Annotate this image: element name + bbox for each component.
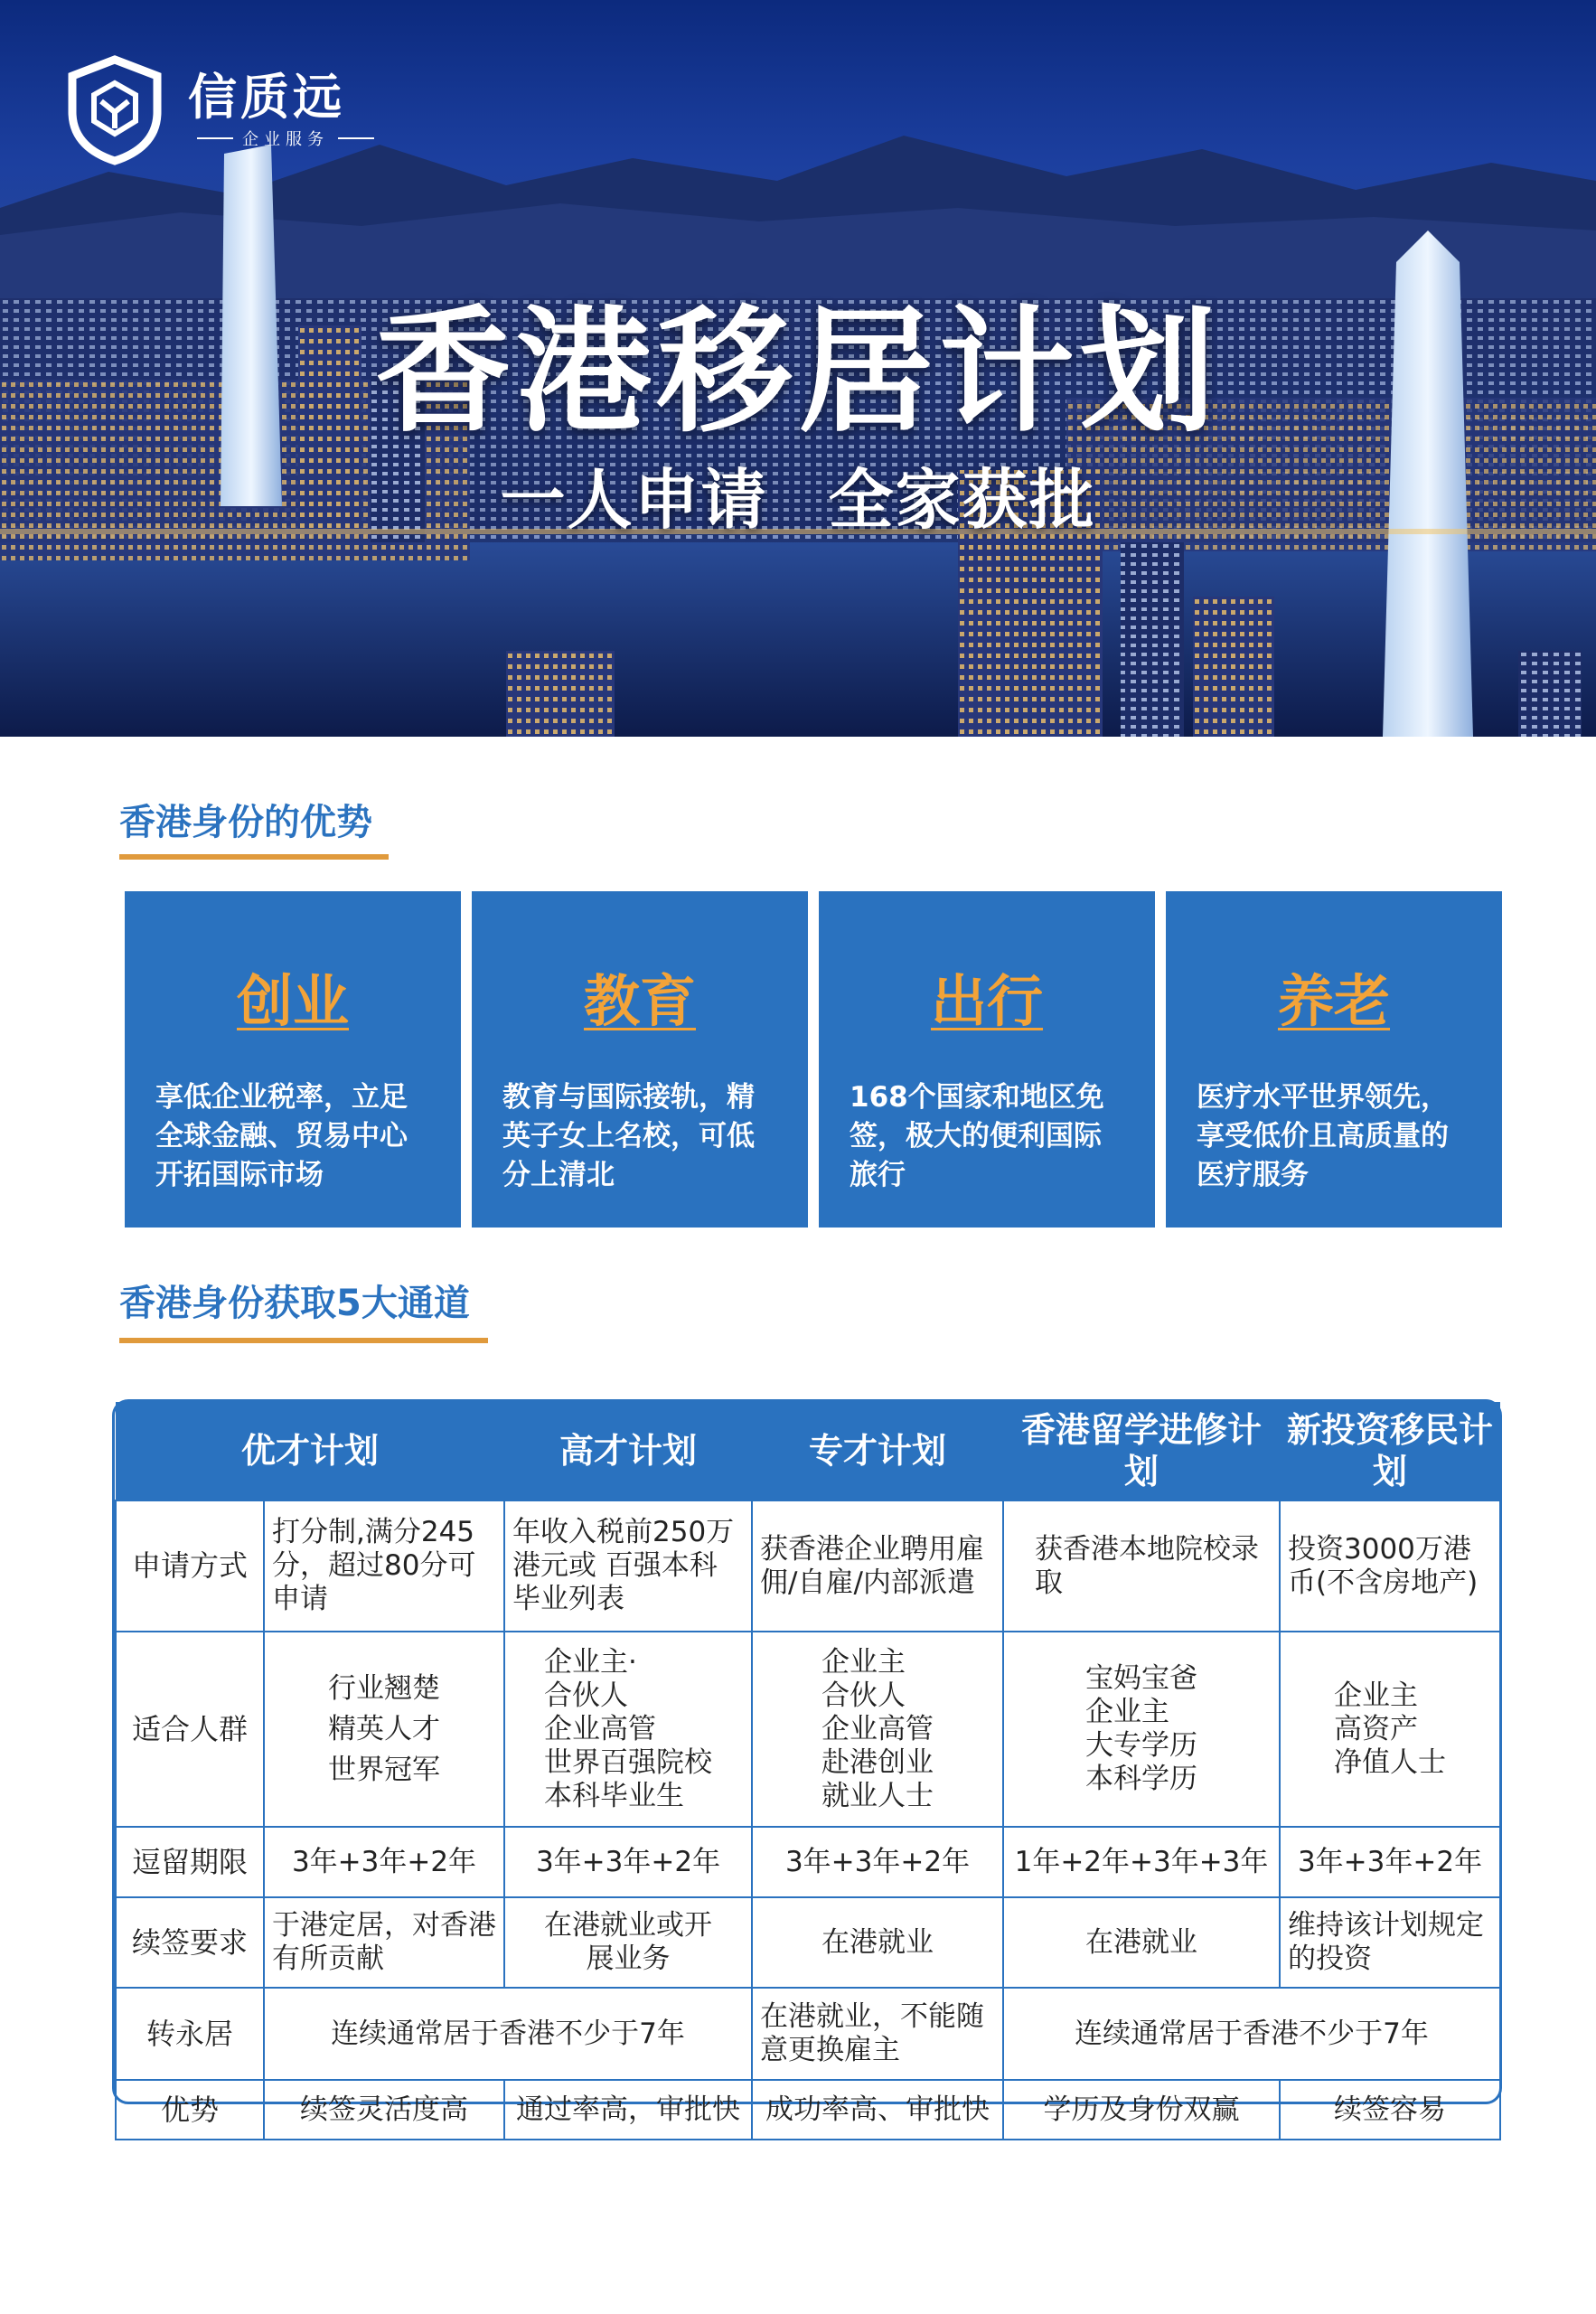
table-cell: 在港就业 — [1003, 1897, 1280, 1988]
table-cell: 学历及身份双赢 — [1003, 2080, 1280, 2140]
table-row — [116, 1827, 1500, 1897]
row-label: 优势 — [116, 2080, 264, 2140]
advantage-cards — [125, 891, 1502, 1228]
channels-table — [112, 1399, 1502, 2127]
list-item: 企业主 — [1334, 1679, 1419, 1712]
table-row — [116, 1500, 1500, 1632]
list-item: 大专学历 — [1085, 1729, 1198, 1762]
list-item: 高资产 — [1334, 1712, 1419, 1745]
list-item: 世界百强院校 — [544, 1745, 713, 1779]
page-title: 香港移居计划 — [374, 294, 1221, 451]
list-item: 就业人士 — [821, 1779, 934, 1812]
table-row — [116, 1897, 1500, 1988]
table-cell: 投资3000万港币(不含房地产) — [1280, 1500, 1500, 1632]
table-row — [116, 1988, 1500, 2080]
table-cell — [1003, 1632, 1280, 1827]
list-item: 世界冠军 — [328, 1753, 440, 1786]
advantage-card-education — [472, 891, 808, 1228]
list-item: 精英人才 — [328, 1712, 440, 1745]
advantages-heading-underline — [119, 854, 389, 860]
advantages-heading: 香港身份的优势 — [119, 802, 372, 843]
row-label: 续签要求 — [116, 1897, 264, 1988]
table-cell: 打分制,满分245分，超过80分可申请 — [264, 1500, 504, 1632]
list-item: 企业主 — [1085, 1696, 1170, 1728]
table-cell: 于港定居，对香港有所贡献 — [264, 1897, 504, 1988]
table-cell: 续签容易 — [1280, 2080, 1500, 2140]
list-item: 企业主 — [821, 1645, 906, 1679]
table-cell: 维持该计划规定的投资 — [1280, 1897, 1500, 1988]
card-title: 教育 — [583, 968, 696, 1034]
list-item: 净值人士 — [1334, 1745, 1447, 1779]
brand-logo — [65, 56, 383, 165]
table-cell: 3年+3年+2年 — [1280, 1827, 1500, 1897]
table-cell: 年收入税前250万港元或 百强本科毕业列表 — [504, 1500, 752, 1632]
logo-name: 信质远 — [188, 69, 345, 126]
shield-logo-icon — [65, 56, 164, 165]
row-label: 逗留期限 — [116, 1827, 264, 1897]
hero-banner — [0, 0, 1596, 737]
list-item: 企业主· — [544, 1645, 637, 1679]
card-text: 168个国家和地区免签，极大的便利国际旅行 — [850, 1081, 1104, 1191]
table-cell — [504, 1632, 752, 1827]
table-cell: 1年+2年+3年+3年 — [1003, 1827, 1280, 1897]
table-cell: 通过率高，审批快 — [504, 2080, 752, 2140]
channels-heading-underline — [119, 1338, 488, 1343]
logo-subtitle: 企业服务 — [242, 130, 329, 149]
table-cell: 3年+3年+2年 — [504, 1827, 752, 1897]
table-cell: 连续通常居于香港不少于7年 — [1003, 1988, 1500, 2080]
column-header: 专才计划 — [752, 1402, 1003, 1500]
list-item: 合伙人 — [544, 1679, 629, 1712]
table-cell: 连续通常居于香港不少于7年 — [264, 1988, 752, 2080]
table-cell: 3年+3年+2年 — [264, 1827, 504, 1897]
list-item: 企业高管 — [821, 1712, 934, 1745]
column-header: 新投资移民计划 — [1280, 1402, 1500, 1500]
list-item: 本科毕业生 — [544, 1779, 685, 1812]
column-header: 优才计划 — [116, 1402, 504, 1500]
table-cell — [752, 1632, 1003, 1827]
column-header: 香港留学进修计划 — [1003, 1402, 1280, 1500]
card-title: 养老 — [1277, 968, 1390, 1034]
row-label: 申请方式 — [116, 1500, 264, 1632]
page-subtitle: 一人申请 全家获批 — [500, 462, 1096, 538]
column-header: 高才计划 — [504, 1402, 752, 1500]
list-item: 本科学历 — [1085, 1763, 1198, 1795]
table-cell: 续签灵活度高 — [264, 2080, 504, 2140]
table-cell — [264, 1632, 504, 1827]
card-title: 创业 — [236, 968, 349, 1034]
table-cell: 3年+3年+2年 — [752, 1827, 1003, 1897]
table-cell: 在港就业 — [752, 1897, 1003, 1988]
table-row — [116, 2080, 1500, 2140]
table-cell: 在港就业或开展业务 — [504, 1897, 752, 1988]
table-cell: 获香港企业聘用雇佣/自雇/内部派遣 — [752, 1500, 1003, 1632]
list-item: 企业高管 — [544, 1712, 657, 1745]
advantage-card-retirement — [1166, 891, 1502, 1228]
table-row — [116, 1632, 1500, 1827]
advantage-card-business — [125, 891, 461, 1228]
list-item: 宝妈宝爸 — [1085, 1662, 1198, 1695]
row-label: 转永居 — [116, 1988, 264, 2080]
table-cell: 成功率高、审批快 — [752, 2080, 1003, 2140]
list-item: 合伙人 — [821, 1679, 906, 1712]
list-item: 赴港创业 — [821, 1745, 934, 1779]
channels-heading: 香港身份获取5大通道 — [119, 1283, 470, 1324]
card-text: 享低企业税率，立足全球金融、贸易中心开拓国际市场 — [155, 1081, 408, 1191]
advantage-card-travel — [819, 891, 1155, 1228]
table-cell: 获香港本地院校录取 — [1003, 1500, 1280, 1632]
card-title: 出行 — [930, 968, 1043, 1034]
row-label: 适合人群 — [116, 1632, 264, 1827]
list-item: 行业翘楚 — [328, 1671, 440, 1705]
card-text: 教育与国际接轨，精英子女上名校，可低分上清北 — [502, 1081, 755, 1191]
table-cell: 在港就业，不能随意更换雇主 — [752, 1988, 1003, 2080]
table-cell — [1280, 1632, 1500, 1827]
table-header-row — [116, 1402, 1500, 1500]
card-text: 医疗水平世界领先，享受低价且高质量的医疗服务 — [1197, 1081, 1449, 1191]
